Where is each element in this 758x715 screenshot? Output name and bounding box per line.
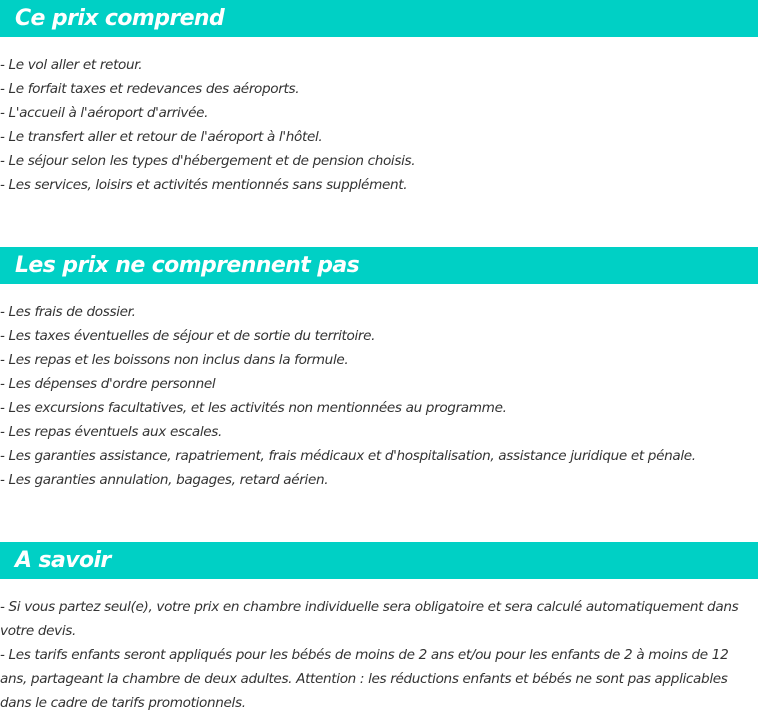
list-item: - Les excursions facultatives, et les activités non mentionnées au programme. bbox=[0, 400, 507, 416]
section-title: Ce prix comprend bbox=[0, 0, 758, 37]
list-item: - L'accueil à l'aéroport d'arrivée. bbox=[0, 105, 209, 121]
section-title: Les prix ne comprennent pas bbox=[0, 247, 758, 284]
list-item: - Les garanties assistance, rapatriement, frais médicaux et d'hospitalisation, assistance juridique et pénale. bbox=[0, 448, 696, 464]
info-paragraph: - Si vous partez seul(e), votre prix en chambre individuelle sera obligatoire et sera calculé automatiquement dans votre devis. bbox=[0, 599, 739, 639]
section-price-includes bbox=[0, 0, 758, 197]
section-title: A savoir bbox=[0, 542, 758, 579]
list-item: - Le forfait taxes et redevances des aéroports. bbox=[0, 81, 300, 97]
list-item: - Le séjour selon les types d'hébergement et de pension choisis. bbox=[0, 153, 416, 169]
includes-list bbox=[0, 53, 758, 197]
list-item: - Les frais de dossier. bbox=[0, 304, 136, 320]
list-item: - Les repas et les boissons non inclus dans la formule. bbox=[0, 352, 349, 368]
list-item: - Les repas éventuels aux escales. bbox=[0, 424, 222, 440]
info-paragraph: - Les tarifs enfants seront appliqués pour les bébés de moins de 2 ans et/ou pour les enfants de 2 à moins de 12 ans, partageant la chambre de deux adultes. Attention : les réductions enfants et bébés ne sont pas applicables dans le cadre de tarifs promotionnels. bbox=[0, 647, 729, 711]
list-item: - Les taxes éventuelles de séjour et de sortie du territoire. bbox=[0, 328, 376, 344]
excludes-list bbox=[0, 300, 758, 492]
list-item: - Les services, loisirs et activités mentionnés sans supplément. bbox=[0, 177, 408, 193]
list-item: - Les dépenses d'ordre personnel bbox=[0, 376, 216, 392]
section-good-to-know bbox=[0, 542, 758, 715]
list-item: - Le transfert aller et retour de l'aéroport à l'hôtel. bbox=[0, 129, 323, 145]
list-item: - Les garanties annulation, bagages, retard aérien. bbox=[0, 472, 329, 488]
section-price-excludes bbox=[0, 247, 758, 492]
good-to-know-text bbox=[0, 595, 758, 715]
list-item: - Le vol aller et retour. bbox=[0, 57, 143, 73]
